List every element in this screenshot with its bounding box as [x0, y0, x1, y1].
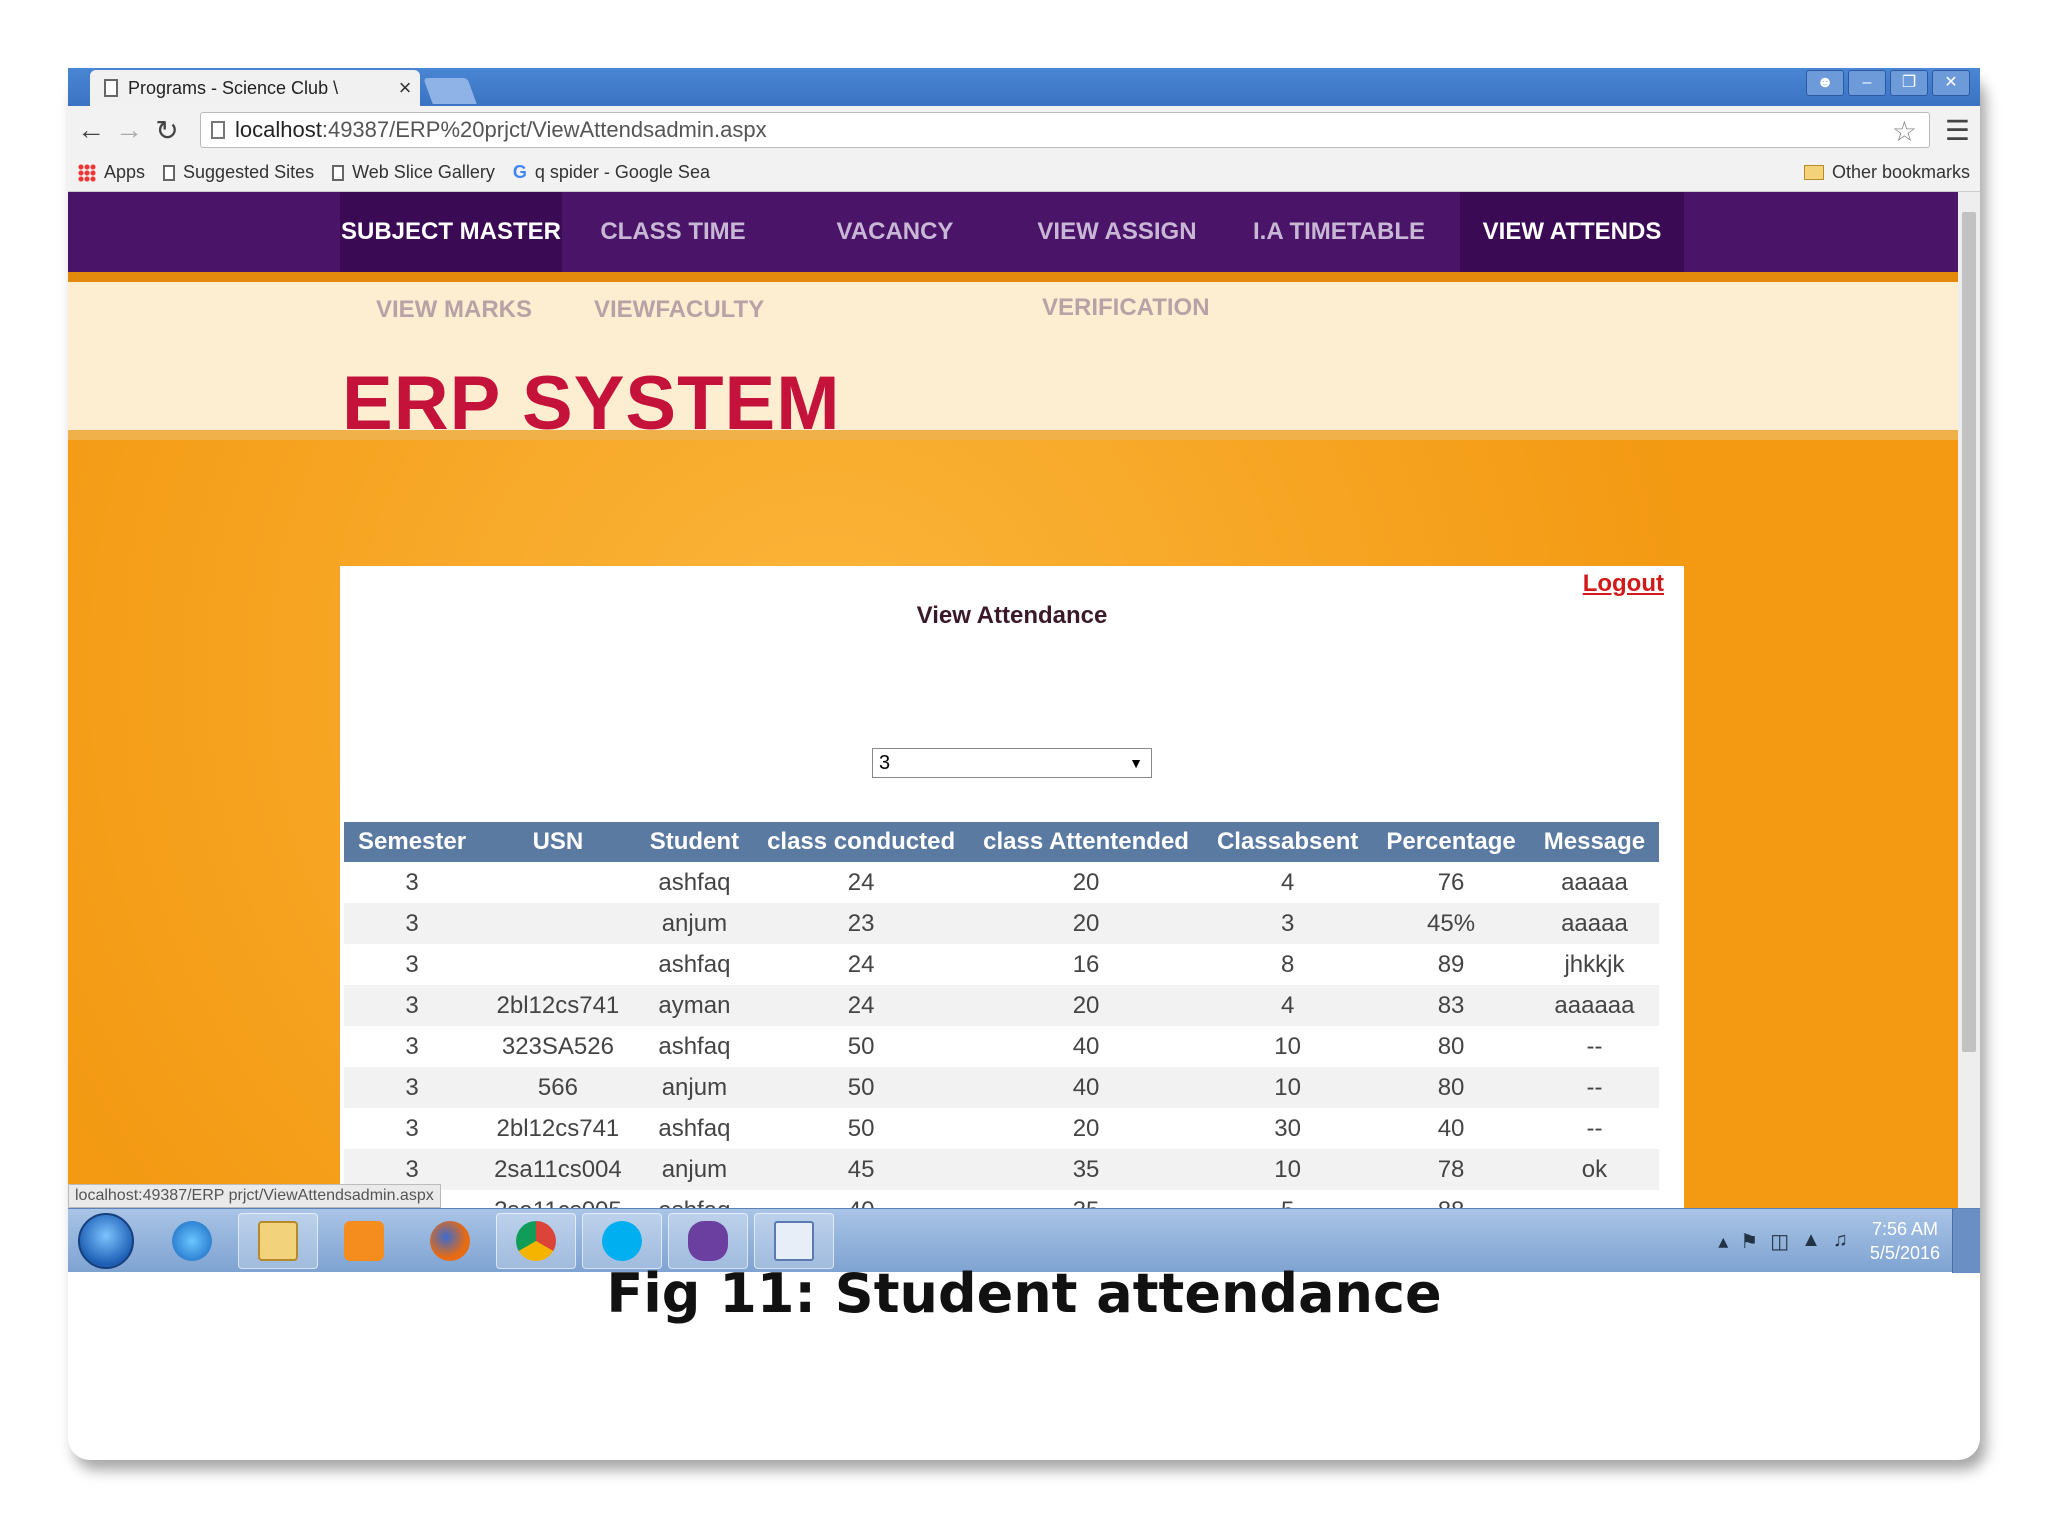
table-cell: -- — [1530, 1067, 1659, 1108]
play-icon — [344, 1221, 384, 1261]
table-cell: 16 — [1072, 950, 1100, 978]
column-header: Message — [1530, 822, 1659, 862]
table-cell: 3 — [344, 985, 480, 1026]
table-cell: 2bl12cs741 — [480, 985, 636, 1026]
volume-icon[interactable]: ♫ — [1832, 1228, 1848, 1251]
table-cell: aaaaaa — [1530, 985, 1659, 1026]
table-cell: anjum — [636, 1149, 753, 1190]
nav-divider — [68, 272, 1958, 282]
chrome-icon[interactable] — [496, 1213, 576, 1269]
column-header: Percentage — [1372, 822, 1529, 862]
reload-icon[interactable]: ↻ — [155, 114, 179, 146]
table-cell: ashfaq — [658, 868, 731, 896]
table-cell: 20 — [969, 903, 1203, 944]
ie-logo-icon — [172, 1221, 212, 1261]
table-cell: 2bl12cs741 — [496, 1114, 620, 1142]
table-cell: 24 — [847, 868, 875, 896]
table-cell: 3 — [405, 1114, 419, 1142]
table-cell: 80 — [1372, 1067, 1529, 1108]
browser-window — [68, 68, 1980, 1460]
table-cell: 24 — [753, 985, 969, 1026]
bookmarks-bar — [68, 154, 1980, 192]
table-cell — [480, 903, 636, 944]
table-cell: 83 — [1372, 985, 1529, 1026]
column-header: class Attentended — [969, 822, 1203, 862]
skype-logo-icon — [602, 1221, 642, 1261]
google-icon: G — [512, 162, 527, 182]
page-icon — [163, 165, 175, 181]
action-center-flag-icon[interactable]: ⚑ — [1740, 1230, 1759, 1253]
nav-view-attends[interactable]: VIEW ATTENDS — [1460, 192, 1684, 272]
close-window-button[interactable]: ✕ — [1932, 70, 1970, 96]
table-cell: 3 — [405, 1032, 419, 1060]
table-cell: 20 — [1072, 1114, 1100, 1142]
internet-explorer-icon[interactable] — [152, 1213, 232, 1269]
table-cell — [480, 862, 636, 903]
table-cell: aaaaa — [1530, 903, 1659, 944]
table-cell: anjum — [636, 1067, 753, 1108]
table-cell: 24 — [847, 950, 875, 978]
browser-tab[interactable] — [90, 70, 420, 106]
scrollbar-thumb[interactable] — [1962, 212, 1976, 1052]
column-header: Classabsent — [1203, 822, 1372, 862]
table-row — [344, 1108, 1659, 1149]
table-row — [344, 944, 1659, 985]
table-cell: ashfaq — [658, 1114, 731, 1142]
table-row — [344, 862, 1659, 903]
table-cell: 323SA526 — [501, 1032, 614, 1060]
table-cell: 4 — [1280, 868, 1295, 896]
tab-title: Programs - Science Club \ — [128, 77, 339, 98]
browser-toolbar — [68, 106, 1980, 154]
nav-view-marks[interactable]: VIEW MARKS — [376, 296, 532, 323]
attendance-panel — [340, 566, 1684, 1266]
nav-view-assign[interactable]: VIEW ASSIGN — [1037, 218, 1197, 245]
address-bar[interactable] — [200, 112, 1930, 148]
table-cell: 10 — [1203, 1149, 1372, 1190]
status-bar: localhost:49387/ERP prjct/ViewAttendsadmin.aspx — [68, 1184, 441, 1208]
chevron-down-icon: ▼ — [1129, 755, 1143, 771]
menu-icon[interactable]: ☰ — [1944, 115, 1970, 146]
chrome-logo-icon — [516, 1221, 556, 1261]
media-player-icon[interactable] — [324, 1213, 404, 1269]
show-hidden-icons-icon[interactable]: ▴ — [1718, 1230, 1729, 1253]
table-cell: -- — [1586, 1114, 1603, 1142]
page-icon — [332, 165, 344, 181]
table-cell: 89 — [1437, 950, 1465, 978]
table-cell: 30 — [1274, 1114, 1301, 1142]
table-row — [344, 1149, 1659, 1190]
user-icon[interactable]: ☻ — [1806, 70, 1844, 96]
infinity-icon — [688, 1221, 728, 1261]
table-cell: 50 — [847, 1114, 875, 1142]
page-icon — [104, 79, 118, 97]
table-cell: 10 — [1274, 1032, 1301, 1060]
table-cell: -- — [1586, 1032, 1603, 1060]
table-cell: 40 — [1072, 1032, 1100, 1060]
bookmark-label: Web Slice Gallery — [352, 162, 495, 182]
table-cell: 23 — [753, 903, 969, 944]
nav-ia-timetable[interactable]: I.A TIMETABLE — [1253, 218, 1425, 245]
url-path: :49387/ERP%20prjct/ViewAttendsadmin.aspx — [321, 117, 767, 142]
table-cell: 3 — [405, 950, 419, 978]
logout-link[interactable]: Logout — [1582, 570, 1664, 597]
vertical-scrollbar[interactable] — [1958, 192, 1980, 1208]
bookmark-label: q spider - Google Sea — [534, 162, 710, 182]
table-row — [344, 1067, 1659, 1108]
firefox-logo-icon — [430, 1221, 470, 1261]
table-cell: 78 — [1372, 1149, 1529, 1190]
table-cell: 50 — [847, 1032, 875, 1060]
attendance-table — [344, 822, 1659, 1272]
table-cell: 3 — [344, 903, 480, 944]
start-button[interactable] — [78, 1213, 134, 1269]
close-tab-icon[interactable]: × — [398, 75, 412, 100]
clock-time: 7:56 AM — [1871, 1219, 1938, 1239]
table-cell: 35 — [969, 1149, 1203, 1190]
minimize-button[interactable]: – — [1848, 70, 1886, 96]
table-row — [344, 903, 1659, 944]
page-viewport — [68, 192, 1958, 1208]
table-cell: 20 — [1072, 868, 1100, 896]
table-cell: 3 — [405, 868, 419, 896]
bookmark-label: Apps — [104, 162, 146, 182]
apps-grid-icon — [78, 164, 96, 182]
bookmark-web-slice-gallery[interactable] — [332, 162, 495, 183]
semester-dropdown[interactable] — [872, 748, 1152, 778]
table-cell: 10 — [1203, 1067, 1372, 1108]
bookmark-label: Suggested Sites — [183, 162, 315, 182]
table-cell: ok — [1530, 1149, 1659, 1190]
page-title: View Attendance — [916, 602, 1108, 629]
table-cell: 20 — [969, 985, 1203, 1026]
column-header: Student — [636, 822, 753, 862]
table-header-row — [344, 822, 1659, 862]
table-cell: 76 — [1437, 868, 1465, 896]
semester-selected-value: 3 — [879, 752, 891, 774]
page-icon — [211, 121, 225, 139]
nav-class-time[interactable]: CLASS TIME — [600, 218, 746, 245]
main-nav — [68, 192, 1958, 272]
nav-verification[interactable]: VERIFICATION — [1042, 294, 1210, 321]
table-cell: 80 — [1437, 1032, 1465, 1060]
bookmark-suggested-sites[interactable] — [163, 162, 314, 183]
table-cell: 3 — [344, 1149, 480, 1190]
table-cell: jhkkjk — [1564, 950, 1625, 978]
restore-button[interactable]: ❐ — [1890, 70, 1928, 96]
table-cell: 40 — [1437, 1114, 1465, 1142]
table-row — [344, 1026, 1659, 1067]
nav-vacancy[interactable]: VACANCY — [836, 218, 954, 245]
forward-arrow-icon[interactable]: → — [115, 114, 143, 145]
table-cell: ashfaq — [658, 950, 731, 978]
table-cell: aaaaa — [1561, 868, 1628, 896]
site-title: ERP SYSTEM — [342, 361, 841, 446]
clock[interactable] — [1870, 1217, 1940, 1265]
table-row — [344, 985, 1659, 1026]
word-document-icon[interactable] — [754, 1213, 834, 1269]
table-cell: 50 — [753, 1067, 969, 1108]
clock-date: 5/5/2016 — [1869, 1243, 1940, 1263]
power-icon[interactable]: ◫ — [1770, 1230, 1790, 1253]
other-bookmarks[interactable] — [1804, 162, 1970, 183]
table-cell — [480, 944, 636, 985]
table-cell: 566 — [480, 1067, 636, 1108]
table-cell: 8 — [1280, 950, 1295, 978]
table-cell: 40 — [969, 1067, 1203, 1108]
firefox-icon[interactable] — [410, 1213, 490, 1269]
bookmark-star-icon[interactable]: ☆ — [1891, 116, 1917, 147]
table-cell: anjum — [636, 903, 753, 944]
folder-icon — [1804, 165, 1824, 180]
table-cell: ayman — [636, 985, 753, 1026]
folder-icon — [258, 1221, 298, 1261]
table-cell: 2sa11cs004 — [480, 1149, 636, 1190]
nav-view-faculty[interactable]: VIEWFACULTY — [594, 296, 765, 323]
column-header: class conducted — [753, 822, 969, 862]
table-cell: 3 — [1203, 903, 1372, 944]
table-cell: ashfaq — [658, 1032, 731, 1060]
system-tray — [1718, 1217, 1940, 1265]
table-cell: 3 — [344, 1067, 480, 1108]
nav-subject-master[interactable]: SUBJECT MASTER — [340, 192, 562, 272]
bookmark-google-search[interactable] — [513, 162, 710, 183]
back-arrow-icon[interactable]: ← — [77, 114, 105, 145]
url-host: localhost — [235, 117, 322, 142]
table-cell: 4 — [1203, 985, 1372, 1026]
table-cell: 45% — [1372, 903, 1529, 944]
column-header: USN — [480, 822, 636, 862]
visual-studio-icon[interactable] — [668, 1213, 748, 1269]
new-tab-button[interactable] — [423, 78, 476, 104]
network-icon[interactable]: ▲ — [1801, 1228, 1821, 1251]
other-bookmarks-label: Other bookmarks — [1831, 162, 1970, 182]
file-explorer-icon[interactable] — [238, 1213, 318, 1269]
figure-caption: Fig 11: Student attendance — [606, 1262, 1442, 1325]
column-header: Semester — [344, 822, 480, 862]
title-bar — [68, 68, 1980, 106]
bookmark-apps[interactable] — [78, 162, 145, 183]
skype-icon[interactable] — [582, 1213, 662, 1269]
table-cell: 45 — [753, 1149, 969, 1190]
document-icon — [774, 1221, 814, 1261]
